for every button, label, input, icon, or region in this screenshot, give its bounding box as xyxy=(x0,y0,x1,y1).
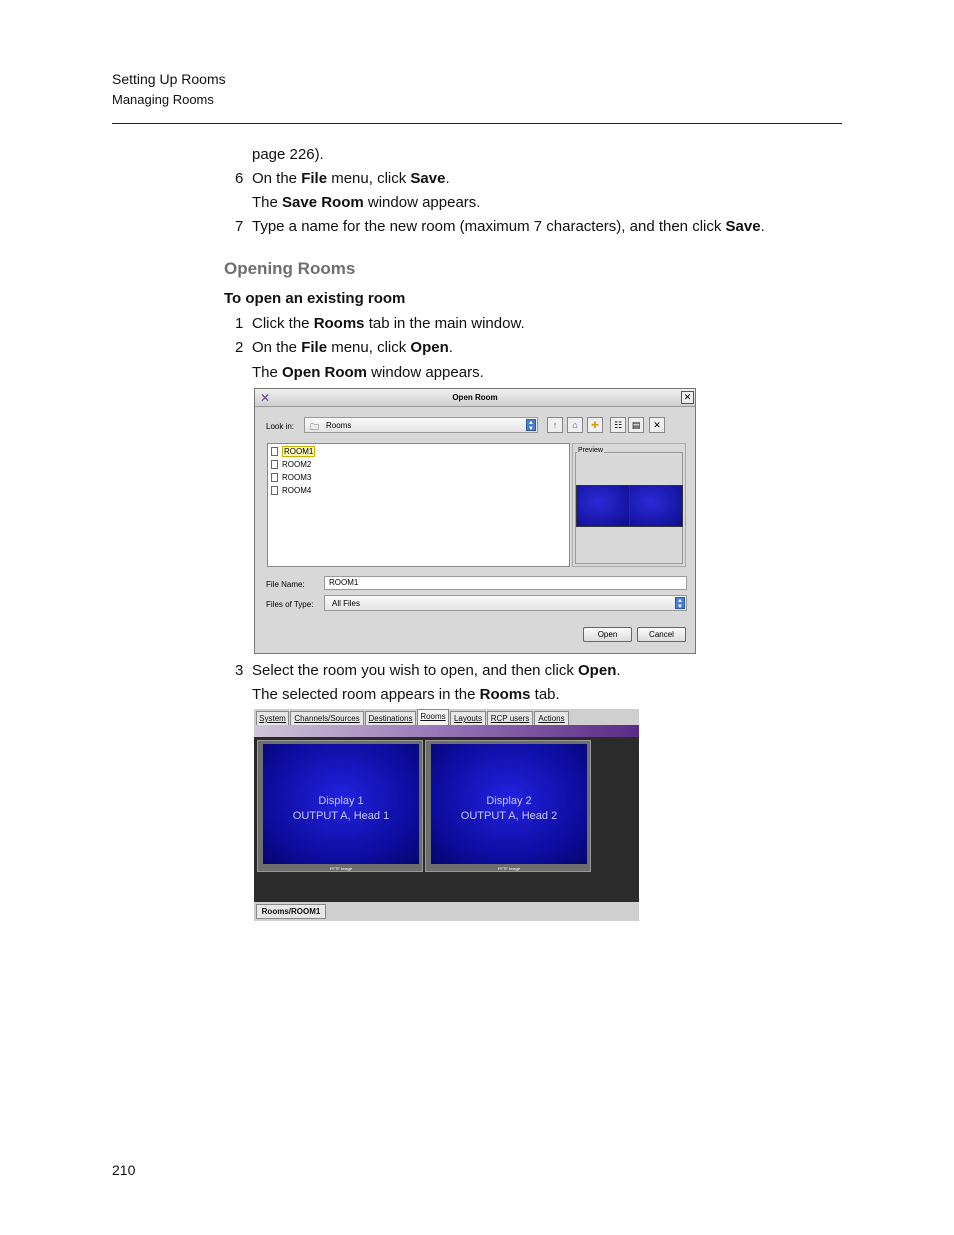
step-text xyxy=(252,338,453,358)
file-item[interactable]: ROOM4 xyxy=(271,485,311,497)
preview-pane xyxy=(572,443,686,567)
step-number: 7 xyxy=(235,218,244,235)
step-text xyxy=(252,169,450,189)
step-number: 6 xyxy=(235,170,244,187)
display-panel-1[interactable] xyxy=(257,740,423,872)
files-of-type-combo[interactable] xyxy=(324,595,687,611)
bottom-tab-row xyxy=(254,902,639,921)
ui-term: Save xyxy=(725,218,761,235)
procedure-title: To open an existing room xyxy=(224,290,406,307)
ui-term: Rooms xyxy=(313,315,365,332)
display-screen-2[interactable] xyxy=(431,744,587,864)
preview-display-1 xyxy=(576,485,630,527)
step-text xyxy=(252,193,480,213)
list-view-icon[interactable]: ☷ xyxy=(610,417,626,433)
step-text-part: . xyxy=(448,339,453,356)
file-item[interactable]: ROOM3 xyxy=(271,472,311,484)
ui-term: Open Room xyxy=(282,364,368,381)
step-text-part: On the xyxy=(252,339,302,356)
display-output: OUTPUT A, Head 1 xyxy=(292,810,390,822)
step-text xyxy=(252,217,765,237)
ui-term: Open xyxy=(578,662,617,679)
ui-term: File xyxy=(301,339,328,356)
ui-term: Save Room xyxy=(282,194,364,211)
header-rule xyxy=(112,123,842,124)
step-text xyxy=(252,661,621,681)
step-number: 1 xyxy=(235,315,244,332)
file-name-label: File Name: xyxy=(266,580,305,589)
dialog-titlebar xyxy=(255,389,695,407)
step-text xyxy=(252,685,560,705)
display-name: Display 1 xyxy=(318,795,364,807)
step-text-part: tab in the main window. xyxy=(364,315,525,332)
tab-layouts[interactable]: Layouts xyxy=(450,711,486,725)
display-footer: PFTF Image xyxy=(497,866,521,871)
up-folder-icon[interactable]: ↑ xyxy=(547,417,563,433)
files-of-type-value: All Files xyxy=(332,599,361,608)
file-name-input[interactable]: ROOM1 xyxy=(324,576,687,590)
step-text xyxy=(252,363,484,383)
cancel-button[interactable]: Cancel xyxy=(637,627,686,642)
step-text-part: . xyxy=(760,218,765,235)
open-room-dialog xyxy=(254,388,696,654)
section-title: Opening Rooms xyxy=(224,259,356,278)
details-view-icon[interactable]: ▤ xyxy=(628,417,644,433)
main-tab-row xyxy=(254,709,639,725)
ui-term: Rooms xyxy=(479,686,531,703)
ui-term: File xyxy=(301,170,328,187)
step-text-part: The selected room appears in the xyxy=(252,686,480,703)
page-number: 210 xyxy=(112,1162,136,1178)
tab-system[interactable]: System xyxy=(256,711,289,725)
running-header-chapter: Setting Up Rooms xyxy=(112,71,226,87)
chevron-updown-icon[interactable]: ▲ ▼ xyxy=(675,597,685,609)
tab-rooms[interactable]: Rooms xyxy=(417,709,449,725)
step-text-part: Select the room you wish to open, and then click xyxy=(252,662,579,679)
files-of-type-label: Files of Type: xyxy=(266,600,314,609)
close-button[interactable]: ✕ xyxy=(681,391,694,404)
delete-icon[interactable]: ✕ xyxy=(649,417,665,433)
file-icon xyxy=(271,447,278,456)
display-screen-1[interactable] xyxy=(263,744,419,864)
step-text-part: window appears. xyxy=(363,194,481,211)
tab-actions[interactable]: Actions xyxy=(534,711,569,725)
chevron-updown-icon[interactable]: ▲ ▼ xyxy=(526,419,536,431)
rooms-tab-view xyxy=(254,709,639,921)
look-in-value: Rooms xyxy=(326,421,352,430)
file-icon xyxy=(271,460,278,469)
new-folder-icon[interactable]: ✚ xyxy=(587,417,603,433)
step-number: 3 xyxy=(235,662,244,679)
step-text xyxy=(252,314,525,334)
display-panel-2[interactable] xyxy=(425,740,591,872)
tab-rooms-room1[interactable]: Rooms/ROOM1 xyxy=(256,904,326,919)
tab-destinations[interactable]: Destinations xyxy=(365,711,416,725)
look-in-combo[interactable] xyxy=(304,417,538,433)
step-number: 2 xyxy=(235,339,244,356)
step-text xyxy=(252,145,324,165)
step-text-part: menu, click xyxy=(327,170,411,187)
rooms-title-stripe xyxy=(254,725,639,737)
display-name: Display 2 xyxy=(486,795,532,807)
step-text-part: Click the xyxy=(252,315,314,332)
home-icon[interactable]: ⌂ xyxy=(567,417,583,433)
file-item[interactable]: ROOM1 xyxy=(271,446,315,458)
dialog-title: Open Room xyxy=(452,393,498,402)
step-text-part: . xyxy=(616,662,621,679)
step-text-part: window appears. xyxy=(367,364,484,381)
step-text-part: . xyxy=(445,170,450,187)
step-text-part: On the xyxy=(252,170,302,187)
step-text-part: tab. xyxy=(530,686,560,703)
tab-channels-sources[interactable]: Channels/Sources xyxy=(290,711,364,725)
step-text-part: The xyxy=(252,364,283,381)
preview-label: Preview xyxy=(578,447,603,454)
ui-term: Save xyxy=(410,170,446,187)
file-icon xyxy=(271,486,278,495)
open-button[interactable]: Open xyxy=(583,627,632,642)
step-text-part: page 226). xyxy=(252,146,324,163)
app-x-icon: ✕ xyxy=(260,391,271,405)
step-text-part: Type a name for the new room (maximum 7 characters), and then click xyxy=(252,218,726,235)
tab-rcp-users[interactable]: RCP users xyxy=(487,711,533,725)
running-header-section: Managing Rooms xyxy=(112,92,214,107)
step-text-part: menu, click xyxy=(327,339,411,356)
display-footer: PFTF Image xyxy=(329,866,353,871)
file-icon xyxy=(271,473,278,482)
file-item[interactable]: ROOM2 xyxy=(271,459,311,471)
look-in-label: Look in: xyxy=(266,422,295,431)
folder-icon: 🗀 xyxy=(310,422,320,432)
file-list[interactable] xyxy=(267,443,570,567)
preview-display-2 xyxy=(629,485,683,527)
step-text-part: The xyxy=(252,194,283,211)
display-output: OUTPUT A, Head 2 xyxy=(460,810,558,822)
ui-term: Open xyxy=(410,339,449,356)
